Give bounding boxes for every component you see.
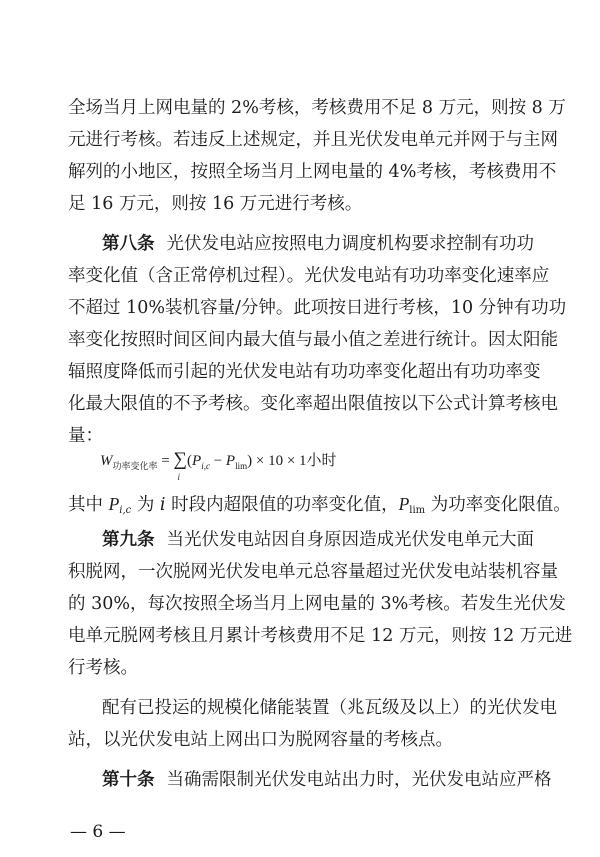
text: 为 [131, 495, 160, 515]
text-line: 行考核。 [68, 658, 138, 678]
text-line: 辐照度降低而引起的光伏发电站有功功率变化超出有功功率变 [68, 362, 541, 382]
formula-p2: P [225, 453, 236, 469]
text-line: 光伏发电站应按照电力调度机构要求控制有功功 [166, 234, 534, 254]
page-number: — 6 — [70, 822, 126, 842]
formula-p1-sub: i,c [201, 461, 210, 471]
formula-p2-sub: lim [235, 461, 248, 471]
text-line: 足 16 万元，则按 16 万元进行考核。 [68, 194, 363, 214]
sum-index: i [177, 472, 180, 482]
formula-sum [173, 449, 188, 482]
text-line: 量： [68, 426, 103, 446]
var-p-sub: i,c [119, 505, 132, 516]
article-8-heading: 第八条 [102, 234, 155, 254]
formula-open: ( [187, 453, 193, 469]
sum-symbol: ∑ [173, 449, 188, 470]
text-line: 当光伏发电站因自身原因造成光伏发电单元大面 [166, 530, 534, 550]
formula-lhs-sub: 功率变化率 [112, 461, 158, 471]
formula [100, 448, 337, 482]
text: 其中 [68, 495, 109, 515]
text: 为功率变化限值。 [425, 495, 571, 515]
text-line: 率变化按照时间区间内最大值与最小值之差进行统计。因太阳能 [68, 330, 558, 350]
formula-eq: = [157, 453, 174, 469]
text-line: 电单元脱网考核且月累计考核费用不足 12 万元，则按 12 万元进 [68, 626, 573, 646]
formula-explanation [68, 492, 571, 523]
var-i: i [159, 495, 166, 515]
text-line: 配有已投运的规模化储能装置（兆瓦级及以上）的光伏发电 [102, 698, 557, 718]
text-line: 率变化值（含正常停机过程）。光伏发电站有功功率变化速率应 [68, 266, 550, 286]
text-line: 的 30%，每次按照全场当月上网电量的 3%考核。若发生光伏发 [68, 594, 566, 614]
text-line: 化最大限值的不予考核。变化率超出限值按以下公式计算考核电 [68, 394, 558, 414]
text-line: 不超过 10%装机容量/分钟。此项按日进行考核，10 分钟有功功 [68, 298, 567, 318]
text-line: 积脱网，一次脱网光伏发电单元总容量超过光伏发电站装机容量 [68, 562, 558, 582]
formula-minus: − [209, 453, 226, 469]
article-9-first-line [68, 528, 538, 552]
var-plim-sub: lim [409, 505, 426, 516]
text-line: 解列的小地区，按照全场当月上网电量的 4%考核，考核费用不 [68, 162, 557, 182]
article-9-heading: 第九条 [102, 530, 155, 550]
article-8-first-line [68, 232, 538, 256]
formula-lhs: W [100, 453, 113, 469]
text: 时段内超限值的功率变化值， [165, 495, 399, 515]
text-line: 全场当月上网电量的 2%考核，考核费用不足 8 万元，则按 8 万 [68, 98, 566, 118]
article-10-heading: 第十条 [102, 770, 155, 790]
article-10-first-line [68, 768, 552, 792]
text-line: 站，以光伏发电站上网出口为脱网容量的考核点。 [68, 730, 453, 750]
var-plim: P [398, 494, 410, 514]
text-line: 元进行考核。若违反上述规定，并且光伏发电单元并网于与主网 [68, 130, 558, 150]
var-p: P [108, 494, 120, 514]
formula-tail: ) × 10 × 1小时 [247, 453, 337, 469]
text-line: 当确需限制光伏发电站出力时，光伏发电站应严格 [166, 770, 552, 790]
formula-p1: P [192, 453, 202, 469]
